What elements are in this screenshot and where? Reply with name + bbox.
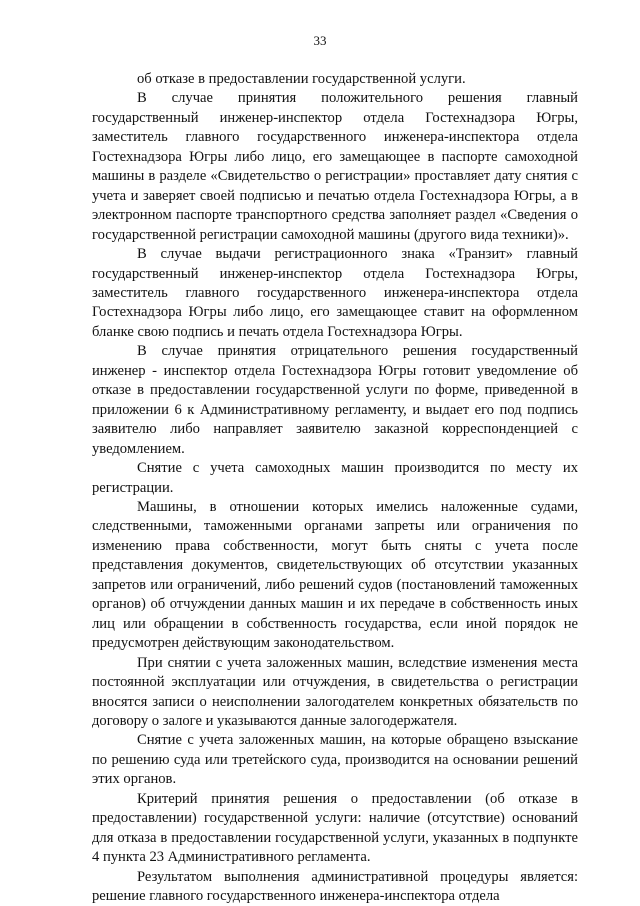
page-number: 33 bbox=[313, 33, 327, 48]
paragraph: об отказе в предоставлении государственной услуги. bbox=[137, 71, 466, 87]
paragraph: В случае выдачи регистрационного знака «Транзит» главный государственный инженер-инспектор отдела Гостехнадзора Югры, заместитель главного государственного инженера-инспектора отдела Гостехнадзора Югры либо лицо, его замещающее ставит на оформленном бланке свою подпись и печать отдела Гостехнадзора Югры. bbox=[92, 246, 578, 340]
paragraph: Снятие с учета заложенных машин, на которые обращено взыскание по решению суда или третейского суда, производится на основании решений этих органов. bbox=[92, 732, 578, 788]
paragraph: В случае принятия положительного решения главный государственный инженер-инспектор отдела Гостехнадзора Югры, заместитель главного государственного инженера-инспектора отдела Гостехнадзора Югры либо лицо, его замещающее в паспорте самоходной машины в разделе «Свидетельство о регистрации» проставляет дату снятия с учета и заверяет своей подписью и печатью отдела Гостехнадзора Югры, а в электронном паспорте транспортного средства заполняет раздел «Сведения о государственной регистрации самоходной машины (другого вида техники)». bbox=[92, 90, 578, 243]
paragraph: Критерий принятия решения о предоставлении (об отказе в предоставлении) государственной услуги: наличие (отсутствие) оснований для отказа в предоставлении государственной услуги, указанных в подпункте 4 пункта 23 Административного регламента. bbox=[92, 790, 578, 866]
paragraph: Результатом выполнения административной процедуры является: решение главного государственного инженера-инспектора отдела bbox=[92, 868, 578, 905]
paragraph: В случае принятия отрицательного решения государственный инженер - инспектор отдела Гостехнадзора Югры готовит уведомление об отказе в предоставлении государственной услуги по форме, приведенной в приложении 6 к Административному регламенту, и выдает его под подпись заявителю либо направляет заявителю заказной корреспонденцией с уведомлением. bbox=[92, 343, 578, 457]
paragraph: При снятии с учета заложенных машин, вследствие изменения места постоянной эксплуатации или отчуждения, в свидетельства о регистрации вносятся записи о неисполнении залогодателем конкретных обязательств по договору о залоге и указываются данные залогодержателя. bbox=[92, 654, 578, 729]
paragraph: Машины, в отношении которых имелись наложенные судами, следственными, таможенными органами запреты или ограничения по изменению права собственности, могут быть сняты с учета после представления документов, свидетельствующих об отсутствии указанных запретов или ограничений, либо решений судов (постановлений таможенных органов) об отчуждении данных машин и их передаче в собственность иных лиц или обращении в собственность государства, если иной порядок не предусмотрен действующим законодательством. bbox=[92, 498, 578, 652]
paragraph: Снятие с учета самоходных машин производится по месту их регистрации. bbox=[92, 460, 578, 496]
document-body bbox=[92, 70, 578, 906]
